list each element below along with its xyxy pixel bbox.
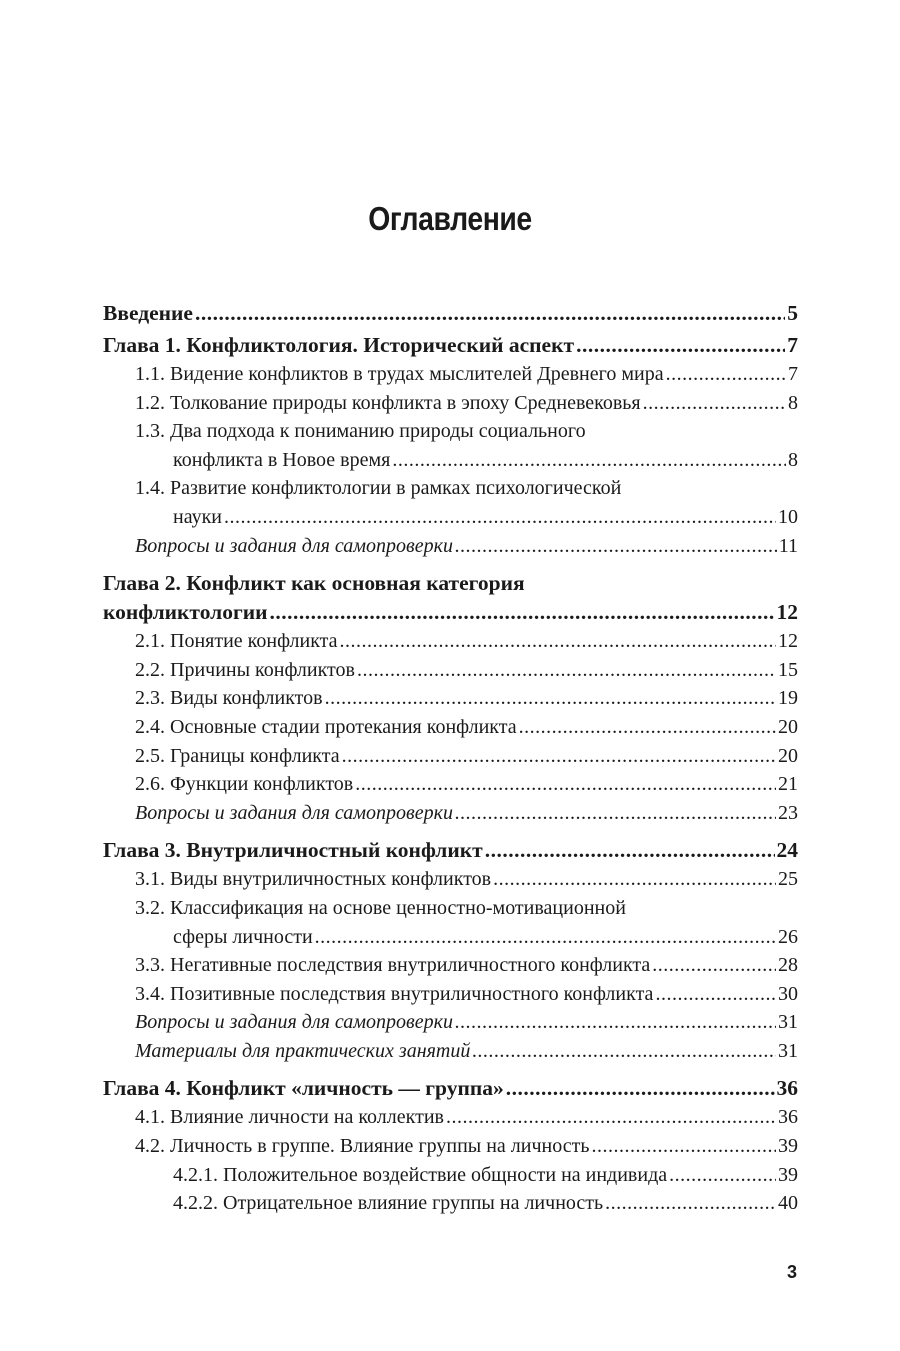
toc-entry-4-2-1[interactable] (103, 1161, 798, 1190)
toc-entry-3-4[interactable] (103, 980, 798, 1009)
toc-entry-1-3-line1[interactable]: 1.3. Два подхода к пониманию природы социального (135, 420, 586, 443)
dot-leader (315, 923, 776, 952)
toc-entry-title: 4.2. Личность в группе. Влияние группы на личность (135, 1132, 591, 1161)
toc-entry-title: 2.2. Причины конфликтов (135, 656, 357, 685)
toc-entry-title: 3.3. Негативные последствия внутриличностного конфликта (135, 951, 652, 980)
dot-leader (357, 656, 776, 685)
toc-entry-title: 3.1. Виды внутриличностных конфликтов (135, 865, 493, 894)
dot-leader (605, 1189, 776, 1218)
toc-entry-page: 36 (776, 1076, 798, 1101)
toc-entry-chapter-4[interactable] (103, 1074, 798, 1103)
toc-entry-title: 2.3. Виды конфликтов (135, 684, 325, 713)
toc-entry-title: 4.2.1. Положительное воздействие общности на индивида (173, 1161, 669, 1190)
toc-entry-title: 4.2.2. Отрицательное влияние группы на личность (173, 1189, 605, 1218)
toc-entry-3-1[interactable] (103, 865, 798, 894)
toc-entry-page: 8 (788, 391, 798, 414)
toc-entry-page: 23 (778, 801, 798, 824)
toc-entry-4-2-2[interactable] (103, 1189, 798, 1218)
toc-entry-title: Глава 4. Конфликт «личность — группа» (103, 1074, 506, 1103)
toc-entry-page: 31 (778, 1011, 798, 1034)
toc-entry-title: 4.1. Влияние личности на коллектив (135, 1103, 446, 1132)
toc-entry-4-1[interactable] (103, 1103, 798, 1132)
dot-leader (506, 1074, 775, 1103)
dot-leader (355, 770, 776, 799)
toc-entry-1-3[interactable] (103, 446, 798, 475)
toc-entry-title: сферы личности (173, 923, 315, 952)
toc-entry-page: 7 (787, 333, 798, 357)
toc-entry-title: конфликта в Новое время (173, 446, 392, 475)
dot-leader (392, 446, 786, 475)
toc-entry-page: 28 (778, 954, 798, 977)
toc-entry-2-3[interactable] (103, 684, 798, 713)
toc-entry-title: науки (173, 503, 224, 532)
toc-entry-page: 5 (787, 301, 798, 325)
toc-entry-title: конфликтологии (103, 598, 270, 627)
dot-leader (270, 598, 775, 627)
dot-leader (666, 360, 786, 389)
dot-leader (224, 503, 776, 532)
toc-entry-title: 1.1. Видение конфликтов в трудах мыслителей Древнего мира (135, 360, 666, 389)
dot-leader (643, 389, 786, 418)
toc-entry-title: Вопросы и задания для самопроверки (135, 1008, 455, 1037)
dot-leader (519, 713, 776, 742)
toc-entry-2-5[interactable] (103, 742, 798, 771)
dot-leader (652, 951, 776, 980)
dot-leader (669, 1161, 776, 1190)
toc-entry-1-1[interactable] (103, 360, 798, 389)
toc-entry-title: Вопросы и задания для самопроверки (135, 799, 455, 828)
dot-leader (485, 836, 775, 865)
toc-entry-page: 11 (778, 534, 798, 557)
toc-entry-ch1-questions[interactable] (103, 532, 798, 561)
dot-leader (455, 799, 776, 828)
page-title: Оглавление (368, 200, 532, 237)
dot-leader (325, 684, 776, 713)
toc-entry-intro[interactable] (103, 299, 798, 328)
toc-entry-page: 12 (776, 600, 798, 625)
dot-leader (472, 1037, 776, 1066)
dot-leader (576, 331, 785, 360)
toc-entry-page: 39 (778, 1163, 798, 1186)
toc-entry-2-6[interactable] (103, 770, 798, 799)
toc-entry-1-4-line1[interactable]: 1.4. Развитие конфликтологии в рамках психологической (135, 477, 622, 500)
toc-entry-page: 30 (778, 982, 798, 1005)
toc-entry-chapter-3[interactable] (103, 836, 798, 865)
toc-entry-3-2[interactable] (103, 923, 798, 952)
toc-entry-page: 24 (776, 838, 798, 863)
toc-entry-ch3-materials[interactable] (103, 1037, 798, 1066)
toc-entry-title: 2.1. Понятие конфликта (135, 627, 340, 656)
toc-entry-page: 26 (778, 925, 798, 948)
toc-entry-title: 2.6. Функции конфликтов (135, 770, 355, 799)
toc-entry-title: 2.5. Границы конфликта (135, 742, 342, 771)
toc-entry-title: 3.4. Позитивные последствия внутриличностного конфликта (135, 980, 655, 1009)
toc-entry-page: 25 (778, 868, 798, 891)
toc-entry-2-4[interactable] (103, 713, 798, 742)
toc-entry-4-2[interactable] (103, 1132, 798, 1161)
toc-entry-page: 31 (778, 1039, 798, 1062)
toc-entry-page: 10 (778, 505, 798, 528)
toc-entry-page: 39 (778, 1135, 798, 1158)
toc-entry-page: 12 (778, 630, 798, 653)
toc-entry-ch3-questions[interactable] (103, 1008, 798, 1037)
toc-entry-page: 20 (778, 715, 798, 738)
dot-leader (493, 865, 776, 894)
toc-entry-page: 36 (778, 1106, 798, 1129)
toc-entry-page: 21 (778, 773, 798, 796)
toc-entry-page: 20 (778, 744, 798, 767)
toc-entry-title: Глава 3. Внутриличностный конфликт (103, 836, 485, 865)
toc-entry-3-3[interactable] (103, 951, 798, 980)
dot-leader (591, 1132, 776, 1161)
toc-entry-title: 2.4. Основные стадии протекания конфликта (135, 713, 519, 742)
dot-leader (455, 532, 777, 561)
toc-entry-page: 15 (778, 658, 798, 681)
page-number: 3 (786, 1262, 797, 1282)
dot-leader (195, 299, 785, 328)
toc-entry-title: Введение (103, 299, 195, 328)
dot-leader (342, 742, 776, 771)
toc-entry-2-1[interactable] (103, 627, 798, 656)
toc-entry-title: Вопросы и задания для самопроверки (135, 532, 455, 561)
toc-entry-page: 8 (788, 448, 798, 471)
toc-entry-chapter-2[interactable] (103, 598, 798, 627)
toc-entry-chapter-1[interactable] (103, 331, 798, 360)
toc-entry-page: 7 (788, 363, 798, 385)
toc-entry-page: 40 (778, 1192, 798, 1215)
dot-leader (340, 627, 776, 656)
toc-entry-title: 1.2. Толкование природы конфликта в эпоху Средневековья (135, 389, 643, 418)
toc-entry-1-4[interactable] (103, 503, 798, 532)
dot-leader (446, 1103, 776, 1132)
dot-leader (655, 980, 776, 1009)
toc-entry-2-2[interactable] (103, 656, 798, 685)
toc-entry-title: Глава 1. Конфликтология. Исторический аспект (103, 331, 576, 360)
toc-entry-chapter-2-line1[interactable]: Глава 2. Конфликт как основная категория (103, 571, 525, 596)
toc-entry-title: Материалы для практических занятий (135, 1037, 472, 1066)
table-of-contents (103, 299, 798, 1218)
toc-entry-1-2[interactable] (103, 389, 798, 418)
dot-leader (455, 1008, 776, 1037)
toc-entry-page: 19 (778, 687, 798, 710)
toc-entry-ch2-questions[interactable] (103, 799, 798, 828)
toc-entry-3-2-line1[interactable]: 3.2. Классификация на основе ценностно-мотивационной (135, 896, 626, 919)
